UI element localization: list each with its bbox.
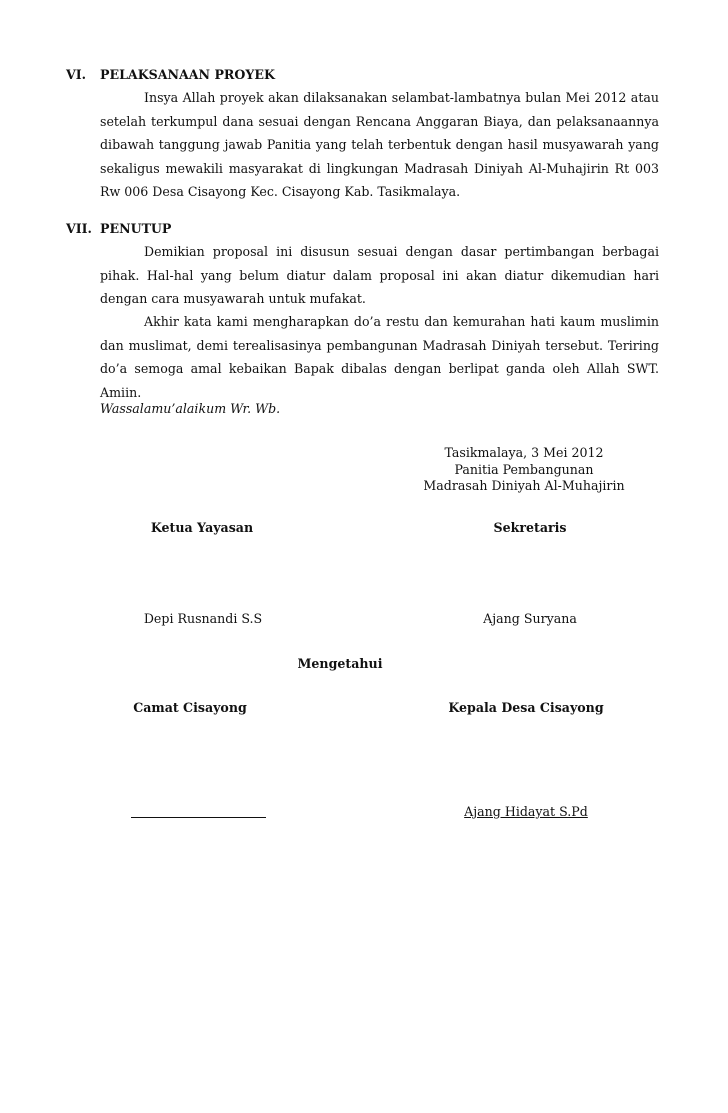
section-6-title: PELAKSANAAN PROYEK: [100, 67, 275, 82]
section-6-number: VI.: [66, 67, 87, 82]
section-7-paragraph-2-text: Akhir kata kami mengharapkan do’a restu dan kemurahan hati kaum muslimin dan muslimat, demi terealisasinya pembangunan Madrasah Diniyah tersebut. Teriring do’a semoga amal kebaikan Bapak dibalas dengan berlipat ganda oleh Allah SWT. Amiin.: [100, 314, 659, 400]
mengetahui-label: Mengetahui: [297, 656, 383, 671]
closing-greeting: Wassalamu’alaikum Wr. Wb.: [100, 401, 281, 416]
ketua-yayasan-name: Depi Rusnandi S.S: [143, 611, 263, 626]
section-6-paragraph-text: Insya Allah proyek akan dilaksanakan selambat-lambatnya bulan Mei 2012 atau setelah terkumpul dana sesuai dengan Rencana Anggaran Biaya, dan pelaksanaannya dibawah tanggung jawab Panitia yang telah terbentuk dengan hasil musyawarah yang sekaligus mewakili masyarakat di lingkungan Madrasah Diniyah Al-Muhajirin Rt 003 Rw 006 Desa Cisayong Kec. Cisayong Kab. Tasikmalaya.: [100, 90, 659, 199]
section-6-paragraph: [100, 86, 659, 204]
section-7-paragraph-1-text: Demikian proposal ini disusun sesuai dengan dasar pertimbangan berbagai pihak. Hal-hal yang belum diatur dalam proposal ini akan diatur dikemudian hari dengan cara musyawarah untuk mufakat.: [100, 244, 659, 306]
camat-signature-line: [131, 817, 266, 818]
sekretaris-title: Sekretaris: [493, 520, 567, 535]
section-7-number: VII.: [66, 221, 92, 236]
madrasah-name: Madrasah Diniyah Al-Muhajirin: [423, 478, 625, 493]
ketua-yayasan-title: Ketua Yayasan: [150, 520, 254, 535]
place-date: Tasikmalaya, 3 Mei 2012: [444, 445, 604, 460]
camat-title: Camat Cisayong: [133, 700, 247, 715]
sekretaris-name: Ajang Suryana: [483, 611, 577, 626]
kades-title: Kepala Desa Cisayong: [448, 700, 604, 715]
section-7-title: PENUTUP: [100, 221, 172, 236]
committee-name: Panitia Pembangunan: [454, 462, 594, 477]
section-7-paragraph-1: [100, 240, 659, 311]
section-7-paragraph-2: [100, 310, 659, 404]
kades-name: Ajang Hidayat S.Pd: [464, 804, 588, 819]
